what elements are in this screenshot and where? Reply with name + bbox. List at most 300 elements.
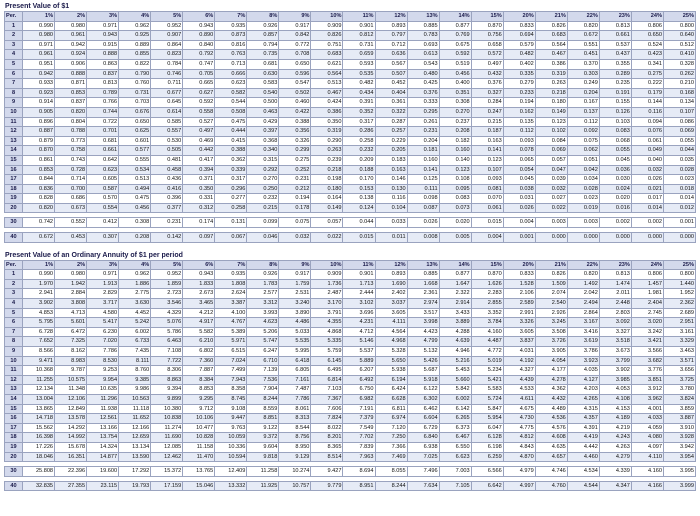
factor-cell: 6.230	[87, 327, 119, 337]
factor-cell: 4.576	[535, 423, 567, 433]
factor-cell: 2.444	[343, 289, 375, 299]
factor-cell: 0.061	[471, 203, 503, 213]
factor-cell: 0.208	[439, 127, 471, 137]
factor-cell: 2.042	[567, 289, 599, 299]
factor-cell: 14.324	[87, 442, 119, 452]
factor-cell: 5.889	[343, 356, 375, 366]
factor-cell: 8.201	[311, 433, 343, 443]
factor-cell: 0.681	[87, 136, 119, 146]
factor-cell: 2.864	[567, 308, 599, 318]
factor-cell: 0.870	[23, 146, 55, 156]
pva-table	[4, 260, 696, 492]
factor-cell: 14.718	[23, 414, 55, 424]
table-row	[5, 117, 696, 127]
rate-header: 9%	[279, 260, 311, 270]
factor-cell: 0.065	[503, 155, 535, 165]
factor-cell: 6.128	[471, 433, 503, 443]
factor-cell: 2.011	[599, 289, 631, 299]
table-row	[5, 59, 696, 69]
rate-header: 10%	[311, 12, 343, 22]
factor-cell: 0.893	[375, 21, 407, 31]
factor-cell: 0.625	[119, 127, 151, 137]
factor-cell: 0.352	[343, 107, 375, 117]
factor-cell: 3.463	[663, 347, 695, 357]
factor-cell: 0.308	[439, 98, 471, 108]
factor-cell: 0.252	[279, 165, 311, 175]
factor-cell: 0.547	[279, 79, 311, 89]
factor-cell: 15.046	[183, 481, 215, 491]
factor-cell: 0.075	[279, 218, 311, 228]
factor-cell: 4.639	[439, 337, 471, 347]
factor-cell: 0.287	[375, 117, 407, 127]
factor-cell: 0.961	[23, 50, 55, 60]
table-row	[5, 289, 696, 299]
period-cell: 14	[5, 394, 23, 404]
factor-cell: 0.112	[567, 117, 599, 127]
factor-cell: 7.606	[311, 404, 343, 414]
factor-cell: 0.164	[311, 194, 343, 204]
factor-cell: 5.583	[471, 385, 503, 395]
factor-cell: 0.078	[503, 146, 535, 156]
factor-cell: 0.123	[535, 117, 567, 127]
factor-cell: 5.795	[23, 318, 55, 328]
table-row	[5, 481, 696, 491]
factor-cell: 0.743	[55, 155, 87, 165]
factor-cell: 7.887	[183, 366, 215, 376]
factor-cell: 0.326	[279, 136, 311, 146]
period-cell: 3	[5, 40, 23, 50]
factor-cell: 6.122	[407, 385, 439, 395]
factor-cell: 5.747	[247, 337, 279, 347]
factor-cell: 4.580	[87, 308, 119, 318]
factor-cell: 9.385	[119, 375, 151, 385]
period-cell: 9	[5, 347, 23, 357]
factor-cell: 6.142	[439, 404, 471, 414]
factor-cell: 0.111	[407, 184, 439, 194]
factor-cell: 0.341	[631, 59, 663, 69]
factor-cell: 0.270	[439, 107, 471, 117]
factor-cell: 4.080	[631, 433, 663, 443]
factor-cell: 2.106	[503, 289, 535, 299]
factor-cell: 0.837	[55, 98, 87, 108]
factor-cell: 0.659	[343, 50, 375, 60]
factor-cell: 12.166	[119, 423, 151, 433]
factor-cell: 0.057	[311, 218, 343, 228]
factor-cell: 3.102	[343, 299, 375, 309]
factor-cell: 8.863	[151, 375, 183, 385]
period-cell: 6	[5, 318, 23, 328]
factor-cell: 0.108	[439, 175, 471, 185]
factor-cell: 0.543	[407, 59, 439, 69]
factor-cell: 0.943	[183, 21, 215, 31]
factor-cell: 0.836	[23, 184, 55, 194]
factor-cell: 0.038	[503, 184, 535, 194]
factor-cell: 0.712	[375, 40, 407, 50]
factor-cell: 13.578	[55, 414, 87, 424]
table-row	[5, 347, 696, 357]
factor-cell: 0.544	[215, 98, 247, 108]
factor-cell: 7.003	[439, 467, 471, 477]
factor-cell: 0.760	[119, 79, 151, 89]
factor-cell: 4.153	[599, 404, 631, 414]
table-row	[5, 337, 696, 347]
factor-cell: 0.933	[23, 79, 55, 89]
factor-cell: 0.327	[471, 88, 503, 98]
factor-cell: 0.833	[503, 270, 535, 280]
rate-header: 14%	[439, 260, 471, 270]
factor-cell: 3.905	[535, 347, 567, 357]
factor-cell: 8.061	[279, 404, 311, 414]
factor-cell: 3.656	[663, 366, 695, 376]
factor-cell: 9.129	[279, 452, 311, 462]
factor-cell: 7.360	[183, 356, 215, 366]
factor-cell: 4.315	[567, 404, 599, 414]
factor-cell: 3.517	[407, 308, 439, 318]
factor-cell: 0.482	[503, 50, 535, 60]
factor-cell: 7.325	[55, 337, 87, 347]
factor-cell: 6.424	[375, 385, 407, 395]
factor-cell: 0.055	[599, 146, 631, 156]
table-row	[5, 279, 696, 289]
factor-cell: 5.535	[279, 337, 311, 347]
table-row	[5, 31, 696, 41]
factor-cell: 0.102	[535, 127, 567, 137]
factor-cell: 0.564	[311, 69, 343, 79]
rate-header: 1%	[23, 260, 55, 270]
factor-cell: 3.784	[471, 318, 503, 328]
table-row	[5, 155, 696, 165]
factor-cell: 0.813	[87, 79, 119, 89]
factor-cell: 3.508	[535, 327, 567, 337]
factor-cell: 0.434	[343, 88, 375, 98]
factor-cell: 0.909	[311, 21, 343, 31]
factor-cell: 0.315	[247, 155, 279, 165]
factor-cell: 11.690	[151, 433, 183, 443]
factor-cell: 2.803	[599, 308, 631, 318]
factor-cell: 8.055	[375, 467, 407, 477]
factor-cell: 4.979	[503, 467, 535, 477]
factor-cell: 0.404	[375, 88, 407, 98]
factor-cell: 0.909	[311, 270, 343, 280]
factor-cell: 0.705	[183, 69, 215, 79]
table-row	[5, 233, 696, 243]
factor-cell: 0.386	[311, 107, 343, 117]
factor-cell: 0.925	[119, 31, 151, 41]
factor-cell: 0.816	[215, 40, 247, 50]
factor-cell: 0.149	[311, 203, 343, 213]
factor-cell: 0.386	[535, 59, 567, 69]
factor-cell: 0.331	[183, 194, 215, 204]
factor-cell: 0.480	[407, 69, 439, 79]
factor-cell: 1.528	[503, 279, 535, 289]
factor-cell: 0.458	[151, 165, 183, 175]
factor-cell: 5.033	[279, 327, 311, 337]
factor-cell: 8.983	[55, 356, 87, 366]
factor-cell: 0.703	[119, 98, 151, 108]
factor-cell: 0.896	[23, 117, 55, 127]
factor-cell: 4.564	[375, 327, 407, 337]
factor-cell: 0.583	[247, 79, 279, 89]
factor-cell: 0.233	[503, 88, 535, 98]
factor-cell: 0.926	[247, 21, 279, 31]
factor-cell: 5.234	[471, 366, 503, 376]
factor-cell: 0.210	[663, 79, 695, 89]
factor-cell: 0.579	[503, 40, 535, 50]
factor-cell: 0.666	[215, 69, 247, 79]
factor-cell: 0.475	[119, 194, 151, 204]
factor-cell: 0.123	[471, 155, 503, 165]
rate-header: 9%	[279, 12, 311, 22]
factor-cell: 0.923	[23, 88, 55, 98]
factor-cell: 3.416	[567, 327, 599, 337]
factor-cell: 3.993	[247, 308, 279, 318]
factor-cell: 9.763	[215, 423, 247, 433]
rate-header: 6%	[183, 260, 215, 270]
period-cell: 6	[5, 69, 23, 79]
factor-cell: 0.826	[535, 270, 567, 280]
factor-cell: 9.818	[247, 452, 279, 462]
factor-cell: 0.284	[471, 98, 503, 108]
table-row	[5, 127, 696, 137]
factor-cell: 0.290	[311, 136, 343, 146]
factor-cell: 4.127	[567, 375, 599, 385]
factor-cell: 6.467	[439, 433, 471, 443]
factor-cell: 4.868	[311, 327, 343, 337]
factor-cell: 6.247	[247, 347, 279, 357]
factor-cell: 0.067	[215, 233, 247, 243]
factor-cell: 4.001	[631, 404, 663, 414]
factor-cell: 3.465	[183, 299, 215, 309]
factor-cell: 17.159	[151, 481, 183, 491]
table-row	[5, 136, 696, 146]
factor-cell: 6.207	[343, 366, 375, 376]
factor-cell: 4.534	[567, 467, 599, 477]
factor-cell: 0.806	[631, 21, 663, 31]
factor-cell: 5.216	[439, 356, 471, 366]
factor-cell: 0.790	[119, 69, 151, 79]
factor-cell: 0.942	[23, 69, 55, 79]
factor-cell: 0.613	[407, 50, 439, 60]
factor-cell: 4.452	[119, 308, 151, 318]
factor-cell: 4.544	[567, 481, 599, 491]
factor-cell: 0.402	[503, 59, 535, 69]
factor-cell: 4.166	[631, 481, 663, 491]
factor-cell: 0.677	[151, 88, 183, 98]
factor-cell: 3.245	[535, 318, 567, 328]
factor-cell: 5.660	[439, 375, 471, 385]
factor-cell: 0.772	[279, 40, 311, 50]
factor-cell: 0.163	[471, 136, 503, 146]
factor-cell: 0.033	[375, 218, 407, 228]
factor-cell: 12.659	[119, 433, 151, 443]
factor-cell: 7.161	[279, 375, 311, 385]
factor-cell: 0.069	[535, 146, 567, 156]
table-row	[5, 308, 696, 318]
rate-header: 10%	[311, 260, 343, 270]
period-cell: 17	[5, 423, 23, 433]
factor-cell: 0.340	[247, 146, 279, 156]
factor-cell: 0.467	[311, 88, 343, 98]
factor-cell: 0.130	[375, 184, 407, 194]
factor-cell: 0.593	[343, 59, 375, 69]
factor-cell: 1.981	[631, 289, 663, 299]
pv-table	[4, 11, 696, 243]
factor-cell: 0.567	[375, 59, 407, 69]
factor-cell: 1.440	[663, 279, 695, 289]
factor-cell: 5.426	[407, 356, 439, 366]
factor-cell: 12.561	[87, 414, 119, 424]
factor-cell: 4.853	[23, 308, 55, 318]
rate-header: 25%	[663, 260, 695, 270]
factor-cell: 3.859	[663, 404, 695, 414]
factor-cell: 2.624	[215, 289, 247, 299]
factor-cell: 0.187	[471, 127, 503, 137]
factor-cell: 10.757	[279, 481, 311, 491]
rate-header: 13%	[407, 260, 439, 270]
factor-cell: 4.192	[503, 356, 535, 366]
factor-cell: 9.787	[55, 366, 87, 376]
factor-cell: 1.833	[183, 279, 215, 289]
factor-cell: 0.990	[23, 21, 55, 31]
factor-cell: 2.448	[599, 299, 631, 309]
factor-cell: 0.168	[663, 88, 695, 98]
period-cell: 3	[5, 289, 23, 299]
factor-cell: 9.954	[87, 375, 119, 385]
factor-cell: 0.039	[535, 175, 567, 185]
factor-cell: 1.808	[215, 279, 247, 289]
factor-cell: 2.402	[375, 289, 407, 299]
factor-cell: 0.024	[599, 184, 631, 194]
factor-cell: 0.452	[375, 79, 407, 89]
factor-cell: 0.714	[55, 175, 87, 185]
factor-cell: 6.623	[439, 452, 471, 462]
factor-cell: 3.566	[631, 347, 663, 357]
factor-cell: 0.163	[375, 165, 407, 175]
period-cell: 4	[5, 50, 23, 60]
factor-cell: 0.971	[87, 270, 119, 280]
factor-cell: 0.204	[407, 136, 439, 146]
period-cell: 18	[5, 184, 23, 194]
period-cell: 30	[5, 218, 23, 228]
table-row	[5, 40, 696, 50]
table-row	[5, 433, 696, 443]
factor-cell: 11.158	[183, 442, 215, 452]
factor-cell: 0.422	[279, 107, 311, 117]
section-gap	[4, 243, 696, 251]
rate-header: 12%	[375, 12, 407, 22]
factor-cell: 0.081	[471, 184, 503, 194]
factor-cell: 5.206	[247, 327, 279, 337]
factor-cell: 4.713	[55, 308, 87, 318]
table-row	[5, 175, 696, 185]
factor-cell: 7.469	[375, 452, 407, 462]
factor-cell: 5.971	[215, 337, 247, 347]
factor-cell: 0.126	[599, 107, 631, 117]
factor-cell: 2.951	[663, 318, 695, 328]
factor-cell: 6.495	[311, 366, 343, 376]
factor-cell: 0.645	[151, 98, 183, 108]
factor-cell: 0.794	[247, 40, 279, 50]
factor-cell: 0.075	[567, 136, 599, 146]
factor-cell: 1.713	[343, 279, 375, 289]
factor-cell: 0.036	[599, 165, 631, 175]
factor-cell: 0.124	[343, 203, 375, 213]
factor-cell: 7.536	[247, 375, 279, 385]
factor-cell: 6.302	[407, 394, 439, 404]
factor-cell: 0.023	[663, 175, 695, 185]
factor-cell: 0.142	[151, 233, 183, 243]
factor-cell: 0.451	[567, 50, 599, 60]
factor-cell: 0.181	[407, 146, 439, 156]
factor-cell: 0.823	[151, 50, 183, 60]
factor-cell: 0.258	[343, 136, 375, 146]
factor-cell: 6.194	[375, 375, 407, 385]
factor-cell: 14.992	[55, 433, 87, 443]
factor-cell: 0.769	[439, 31, 471, 41]
factor-cell: 0.552	[55, 218, 87, 228]
factor-cell: 1.736	[311, 279, 343, 289]
factor-cell: 0.289	[599, 69, 631, 79]
factor-cell: 0.051	[567, 155, 599, 165]
factor-cell: 0.813	[599, 21, 631, 31]
factor-cell: 5.242	[119, 318, 151, 328]
factor-cell: 0.640	[663, 31, 695, 41]
factor-cell: 0.888	[87, 50, 119, 60]
factor-cell: 0.371	[183, 175, 215, 185]
factor-cell: 6.604	[407, 414, 439, 424]
factor-cell: 0.572	[471, 50, 503, 60]
factor-cell: 0.212	[279, 184, 311, 194]
factor-cell: 4.243	[599, 433, 631, 443]
factor-cell: 0.570	[87, 194, 119, 204]
factor-cell: 3.902	[23, 299, 55, 309]
factor-cell: 13.332	[215, 481, 247, 491]
factor-cell: 0.971	[87, 21, 119, 31]
factor-cell: 4.347	[599, 481, 631, 491]
factor-cell: 3.312	[247, 299, 279, 309]
factor-cell: 0.806	[631, 270, 663, 280]
factor-cell: 0.500	[247, 98, 279, 108]
period-cell: 19	[5, 194, 23, 204]
factor-cell: 6.840	[407, 433, 439, 443]
period-cell: 7	[5, 327, 23, 337]
table-row	[5, 194, 696, 204]
period-cell: 10	[5, 356, 23, 366]
per-header: Per.	[5, 260, 23, 270]
factor-cell: 0.322	[375, 107, 407, 117]
factor-cell: 7.824	[311, 414, 343, 424]
factor-cell: 0.153	[343, 184, 375, 194]
factor-cell: 6.733	[119, 337, 151, 347]
period-cell: 40	[5, 481, 23, 491]
factor-cell: 0.035	[663, 155, 695, 165]
factor-cell: 0.527	[183, 117, 215, 127]
factor-cell: 3.889	[439, 318, 471, 328]
factor-cell: 0.415	[215, 136, 247, 146]
factor-cell: 10.274	[279, 467, 311, 477]
factor-cell: 3.546	[151, 299, 183, 309]
factor-cell: 8.559	[247, 404, 279, 414]
factor-cell: 0.000	[599, 233, 631, 243]
factor-cell: 3.518	[599, 337, 631, 347]
factor-cell: 0.630	[247, 69, 279, 79]
factor-cell: 7.366	[375, 442, 407, 452]
factor-cell: 0.650	[631, 31, 663, 41]
table-row	[5, 385, 696, 395]
factor-cell: 0.952	[151, 21, 183, 31]
factor-cell: 1.626	[471, 279, 503, 289]
factor-cell: 0.650	[119, 117, 151, 127]
